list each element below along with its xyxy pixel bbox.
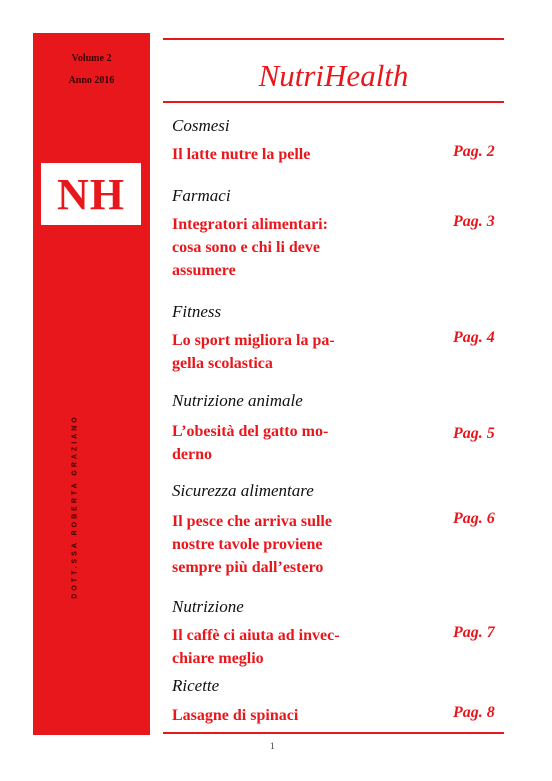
article-line: Il pesce che arriva sulle [172,513,332,530]
article-line: Integratori alimentari: [172,216,328,233]
article-sicurezza-alimentare[interactable] [172,510,387,579]
article-nutrizione[interactable] [172,624,387,670]
article-line: sempre più dall’estero [172,559,324,576]
article-line: L’obesità del gatto mo- [172,423,329,440]
author-name: DOTT.SSA ROBERTA GRAZIANO [71,414,79,599]
article-fitness[interactable] [172,329,387,375]
article-cosmesi[interactable] [172,143,422,166]
article-line: assumere [172,262,236,279]
category-nutrizione-animale: Nutrizione animale [172,391,303,410]
sidebar [33,33,150,735]
logo [41,163,141,225]
article-line: Lo sport migliora la pa- [172,332,335,349]
category-nutrizione: Nutrizione [172,597,244,616]
article-line: derno [172,446,212,463]
category-farmaci: Farmaci [172,186,231,205]
page-ref-ricette[interactable]: Pag. 8 [453,704,495,721]
page-ref-farmaci[interactable]: Pag. 3 [453,213,495,230]
article-ricette[interactable] [172,704,422,727]
article-line: chiare meglio [172,650,264,667]
category-ricette: Ricette [172,676,220,695]
year-label: Anno 2016 [68,75,115,86]
page-title: NutriHealth [258,58,409,93]
page-ref-nutrizione[interactable]: Pag. 7 [453,624,495,641]
page-ref-sicurezza-alimentare[interactable]: Pag. 6 [453,510,495,527]
article-line: nostre tavole proviene [172,536,323,553]
article-line: Il latte nutre la pelle [172,146,311,163]
article-line: cosa sono e chi li deve [172,239,320,256]
title-rule [163,101,504,103]
top-rule [163,38,504,40]
page-ref-cosmesi[interactable]: Pag. 2 [453,143,495,160]
article-line: Lasagne di spinaci [172,707,299,724]
page-ref-fitness[interactable]: Pag. 4 [453,329,495,346]
category-sicurezza-alimentare: Sicurezza alimentare [172,481,314,500]
article-line: gella scolastica [172,355,273,372]
article-farmaci[interactable] [172,213,387,282]
bottom-rule [163,732,504,734]
volume-label: Volume 2 [71,53,112,64]
page-ref-nutrizione-animale[interactable]: Pag. 5 [453,425,495,442]
category-fitness: Fitness [172,302,222,321]
category-cosmesi: Cosmesi [172,116,230,135]
article-line: Il caffè ci aiuta ad invec- [172,627,340,644]
logo-text: NH [57,169,125,219]
article-nutrizione-animale[interactable] [172,420,387,466]
page-number: 1 [270,741,275,751]
